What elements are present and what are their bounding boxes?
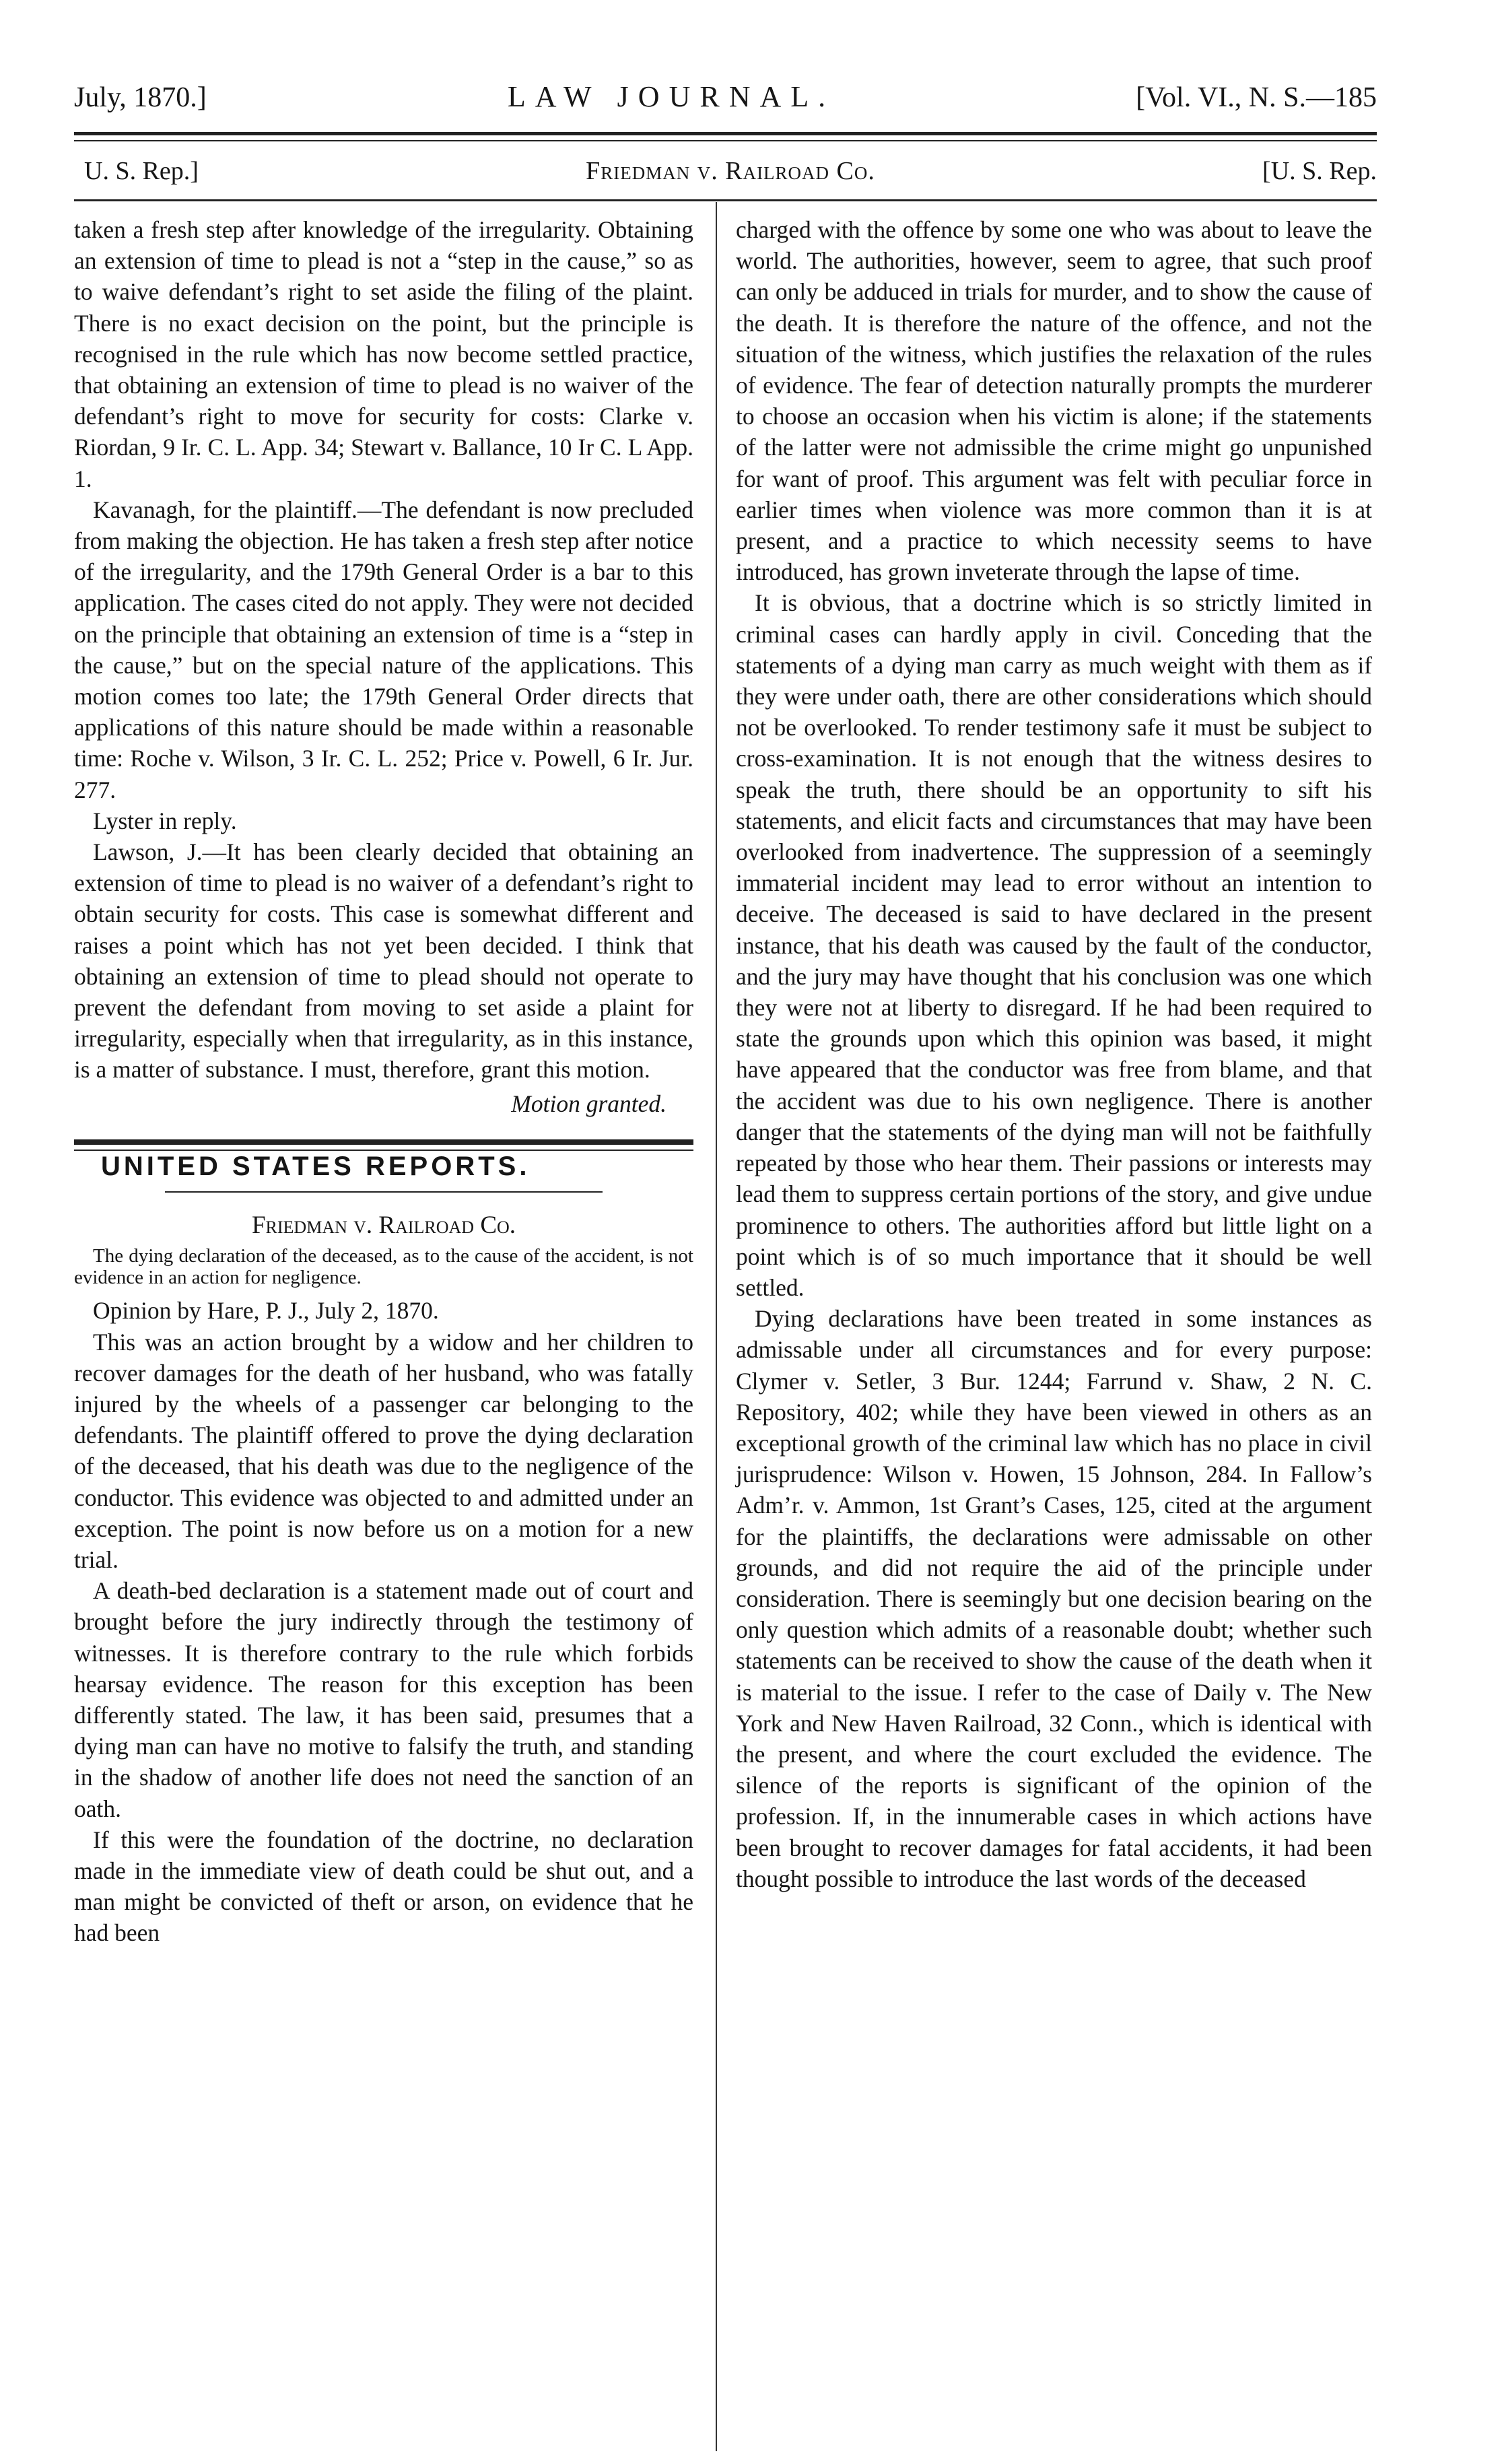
section-short-rule (165, 1191, 603, 1193)
right-paragraph-1: charged with the offence by some one who was about to leave the world. The authorities, however, seem to agree, that such proof can only be adduced in trials for murder, and to show the cause of the death. It is therefore the nature of the offence, and not the situation of the witness, which justifies the relaxation of the rules of evidence. The fear of detection naturally prompts the murderer to choose an occasion when his victim is alone; if the statements of the latter were not admissible the crime might go unpunished for want of proof. This argument was felt with peculiar force in earlier times when violence was more common than it is at present, and a practice to which necessity seems to have introduced, has grown inveterate through the lapse of time. (736, 216, 1372, 586)
column-divider (716, 202, 717, 2451)
left-paragraph-3: Lyster in reply. (93, 807, 237, 834)
left-paragraph-5: Opinion by Hare, P. J., July 2, 1870. (93, 1297, 439, 1325)
case-header (84, 156, 1377, 186)
subheader-case: Friedman v. Railroad Co. (586, 157, 875, 185)
section-title: UNITED STATES REPORTS. (101, 1151, 531, 1181)
right-paragraph-2: It is obvious, that a doctrine which is so strictly limited in criminal cases can hardly apply in civil. Conceding that the statements of a dying man carry as much weight with them as if they were under oath, there are other considerations which should not be overlooked. To render testimony safe it must be subject to cross-examination. It is not enough that the witness desires to speak the truth, there should be an opportunity to sift his statements, and elicit facts and circumstances that may have been overlooked from inadvertence. The suppression of a seemingly immaterial incident may lead to error without an intention to deceive. The deceased is said to have declared in the present instance, that his death was caused by the fault of the conductor, and the jury may have thought that his conclusion was one which they were not at liberty to disregard. If he had been required to state the grounds upon which this opinion was based, it might have appeared that the conductor was free from blame, and that the accident was due to his own negligence. There is another danger that the statements of the dying man will not be faithfully repeated by those who hear them. Their passions or interests may lead them to suppress certain portions of the story, and give undue prominence to others. The authorities afford but little light on a point which is of so much importance that it should be well settled. (736, 589, 1372, 1301)
right-paragraph-3: Dying declarations have been treated in some instances as admissable under all circumstances and for every purpose: Clymer v. Setler, 3 Bur. 1244; Farrund v. Shaw, 2 N. C. Repository, 402; while they have been viewed in others as an exceptional growth of the criminal law which has no place in civil jurisprudence: Wilson v. Howen, 15 Johnson, 284. In Fallow’s Adm’r. v. Ammon, 1st Grant’s Cases, 125, cited at the argument for the plaintiffs, the declarations were admissable on other grounds, and did not require the aid of the principle under consideration. There is seemingly but one decision bearing on the only question which admits of a reasonable doubt; whether such statements can be received to show the cause of the death when it is material to the issue. I refer to the case of Daily v. The New York and New Haven Railroad, 32 Conn., which is identical with the present, and where the court excluded the evidence. The silence of the reports is significant of the opinion of the profession. If, in the innumerable cases in which actions have been brought to recover damages for fatal accidents, it had been thought possible to introduce the last words of the deceased (736, 1305, 1372, 1892)
right-column (736, 214, 1372, 1894)
running-header (74, 79, 1377, 114)
subheader-right: [U. S. Rep. (1262, 157, 1377, 185)
left-paragraph-7: A death-bed declaration is a statement made out of court and brought before the jury indirectly through the testimony of witnesses. It is therefore contrary to the rule which forbids hearsay evidence. The reason for this exception has been differently stated. The law, it has been said, presumes that a dying man can have no motive to falsify the truth, and standing in the shadow of another life does not need the sanction of an oath. (74, 1577, 693, 1822)
left-paragraph-2: Kavanagh, for the plaintiff.—The defendant is now precluded from making the objection. He has taken a fresh step after notice of the irregularity, and the 179th General Order is a bar to this application. The cases cited do not apply. They were not decided on the principle that obtaining an extension of time is a “step in the cause,” but on the special nature of the applications. This motion comes too late; the 179th General Order directs that applications of this nature should be made within a reasonable time: Roche v. Wilson, 3 Ir. C. L. 252; Price v. Powell, 6 Ir. Jur. 277. (74, 496, 693, 803)
header-volume: [Vol. VI., N. S.—185 (1136, 82, 1377, 113)
case-title: Friedman v. Railroad Co. (251, 1211, 516, 1240)
left-paragraph-1: taken a fresh step after knowledge of the irregularity. Obtaining an extension of time to plead is not a “step in the cause,” so as to waive defendant’s right to set aside the filing of the plaint. There is no exact decision on the point, but the principle is recognised in the rule which has now become settled practice, that obtaining an extension of time to plead is no waiver of the defendant’s right to move for security for costs: Clarke v. Riordan, 9 Ir. C. L. App. 34; Stewart v. Ballance, 10 Ir C. L App. 1. (74, 216, 693, 492)
headnote: The dying declaration of the deceased, as to the cause of the accident, is not evidence in an action for negligence. (74, 1245, 693, 1289)
left-column (74, 214, 693, 1949)
subheader-rule (74, 199, 1377, 201)
header-journal-title: LAW JOURNAL. (507, 80, 835, 113)
left-paragraph-4: Lawson, J.—It has been clearly decided that obtaining an extension of time to plead is no waiver of a defendant’s right to obtain security for costs. This case is somewhat different and raises a point which has not yet been decided. I think that obtaining an extension of time to plead should not operate to prevent the defendant from moving to set aside a plaint for irregularity, especially when that irregularity, as in this instance, is a matter of substance. I must, therefore, grant this motion. (74, 838, 693, 1084)
header-date: July, 1870.] (74, 82, 207, 113)
left-paragraph-6: This was an action brought by a widow and her children to recover damages for the death of her husband, who was fatally injured by the wheels of a passenger car belonging to the defendants. The plaintiff offered to prove the dying declaration of the deceased, that his death was due to the negligence of the conductor. This evidence was objected to and admitted under an exception. The point is now before us on a motion for a new trial. (74, 1328, 693, 1573)
subheader-left: U. S. Rep.] (84, 157, 199, 185)
motion-granted: Motion granted. (511, 1090, 666, 1117)
section-rule-thick (74, 1139, 693, 1145)
left-paragraph-8: If this were the foundation of the doctrine, no declaration made in the immediate view of death could be shut out, and a man might be convicted of theft or arson, on evidence that he had been (74, 1826, 693, 1947)
header-rule-thick (74, 132, 1377, 135)
header-rule-thin (74, 140, 1377, 141)
